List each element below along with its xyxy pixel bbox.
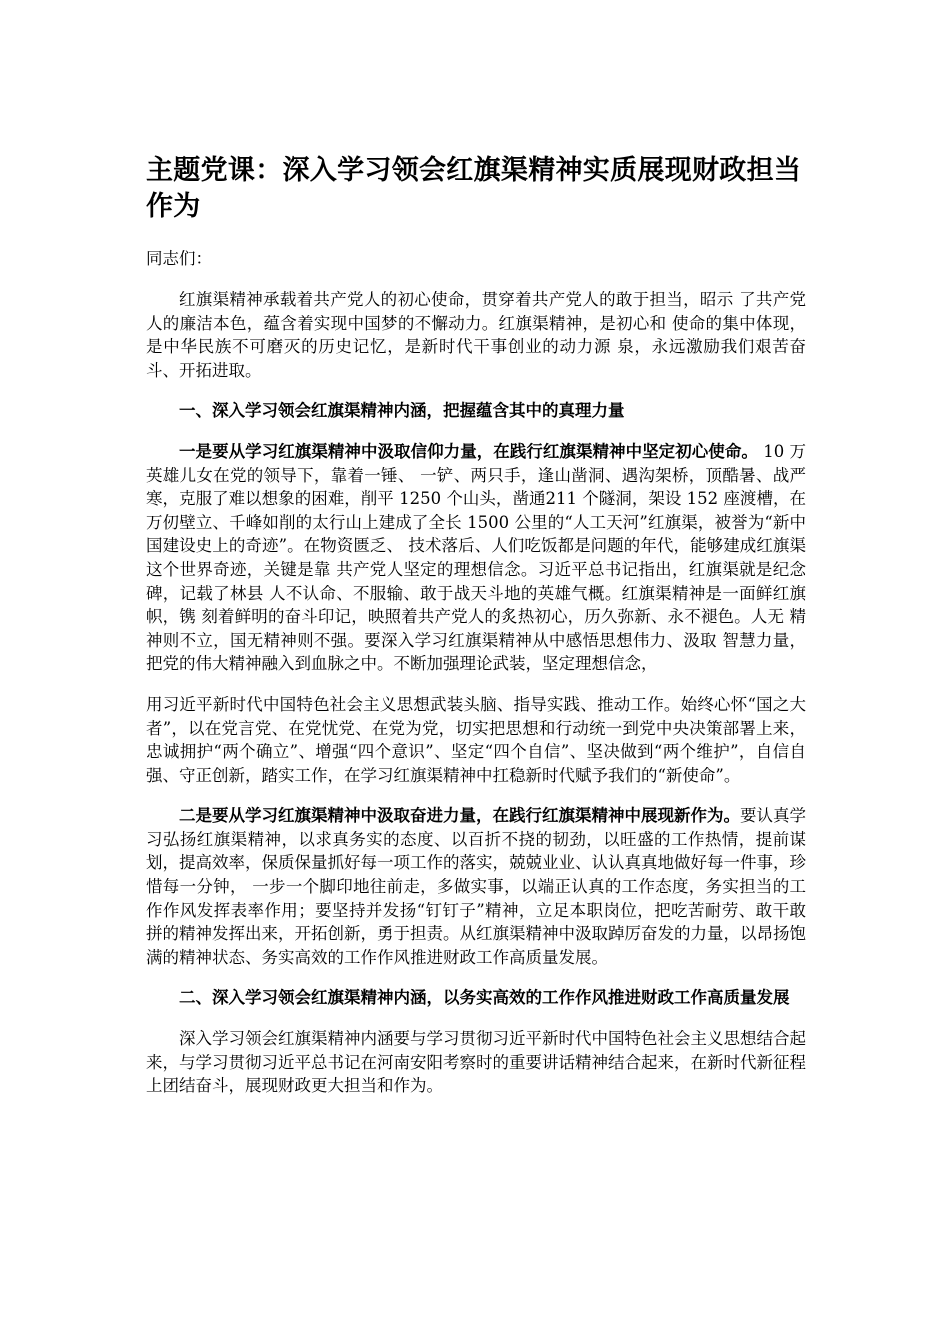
point-1-continuation: 用习近平新时代中国特色社会主义思想武装头脑、指导实践、推动工作。始终心怀“国之大者”，以在党言党、在党忧党、在党为党，切实把思想和行动统一到党中央决策部署上来，忠诚拥护“两个确立”、增强“四个意识”、坚定“四个自信”、坚决做到“两个维护”，自信自强、守正创新，踏实工作，在学习红旗渠精神中扛稳新时代赋予我们的“新使命”。 [146, 694, 806, 785]
point-2-lead: 二是要从学习红旗渠精神中汲取奋进力量，在践行红旗渠精神中展现新作为。 [179, 806, 740, 826]
point-1-body: 10 万英雄儿女在党的领导下，靠着一锤、 一铲、两只手，逢山凿洞、遇沟架桥，顶酷暑、战严寒，克服了难以想象的困难，削平 1250 个山头，凿通211 个隧洞，架设 152 座渡槽，在万仞壁立、千峰如削的太行山上建成了全长 1500 公里的“人工天河”红旗渠，被誉为“新中国建设史上的奇迹”。在物资匮乏、 技术落后、人们吃饭都是问题的年代，能够建成红旗渠这个世界奇迹，关键是靠 共产党人坚定的理想信念。习近平总书记指出，红旗渠就是纪念碑，记载了林县 人不认命、不服输、敢于战天斗地的英雄气概。红旗渠精神是一面鲜红旗帜，镌 刻着鲜明的奋斗印记，映照着共产党人的炙热初心，历久弥新、永不褪色。人无 精神则不立，国无精神则不强。要深入学习红旗渠精神从中感悟思想伟力、汲取 智慧力量，把党的伟大精神融入到血脉之中。不断加强理论武装，坚定理想信念， [146, 441, 806, 674]
point-2-paragraph [146, 804, 806, 969]
section-2-paragraph: 深入学习领会红旗渠精神内涵要与学习贯彻习近平新时代中国特色社会主义思想结合起来，与学习贯彻习近平总书记在河南安阳考察时的重要讲话精神结合起来，在新时代新征程上团结奋斗，展现财政更大担当和作为。 [146, 1029, 806, 1096]
document-page [146, 153, 806, 1115]
point-1-lead: 一是要从学习红旗渠精神中汲取信仰力量，在践行红旗渠精神中坚定初心使命。 [179, 441, 758, 461]
point-2-body: 要认真学习弘扬红旗渠精神，以求真务实的态度、以百折不挠的韧劲，以旺盛的工作热情，提前谋划，提高效率，保质保量抓好每一项工作的落实，兢兢业业、认认真真地做好每一件事，珍惜每一分钟， 一步一个脚印地往前走，多做实事，以端正认真的工作态度，务实担当的工作作风发挥表率作用；要坚持并发扬“钉钉子”精神，立足本职岗位，把吃苦耐劳、敢干敢拼的精神发挥出来，开拓创新，勇于担责。从红旗渠精神中汲取踔厉奋发的力量，以昂扬饱满的精神状态、务实高效的工作作风推进财政工作高质量发展。 [146, 806, 806, 967]
section-1-heading: 一、深入学习领会红旗渠精神内涵，把握蕴含其中的真理力量 [179, 401, 625, 421]
section-2-heading: 二、深入学习领会红旗渠精神内涵，以务实高效的工作作风推进财政工作高质量发展 [179, 988, 790, 1008]
point-1-paragraph [146, 440, 806, 676]
intro-paragraph: 红旗渠精神承载着共产党人的初心使命，贯穿着共产党人的敢于担当，昭示 了共产党人的廉洁本色，蕴含着实现中国梦的不懈动力。红旗渠精神，是初心和 使命的集中体现，是中华民族不可磨灭的历史记忆，是新时代干事创业的动力源 泉，永远激励我们艰苦奋斗、开拓进取。 [146, 290, 806, 380]
salutation: 同志们： [146, 249, 212, 268]
document-title: 主题党课：深入学习领会红旗渠精神实质展现财政担当作为 [146, 155, 802, 222]
